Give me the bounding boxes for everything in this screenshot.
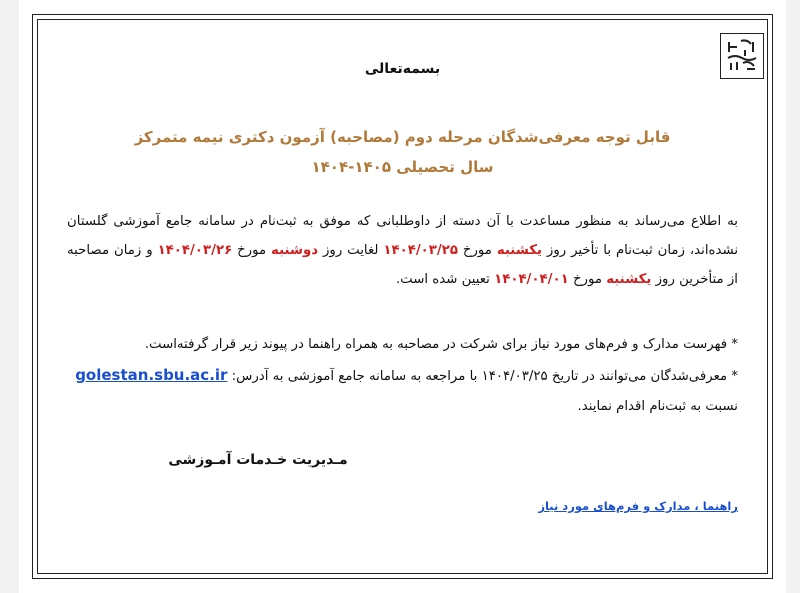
highlight-date: ۱۴۰۴/۰۳/۲۶ — [157, 243, 233, 258]
body-text-part: و زمان مصاحبه از متأخرین روز — [67, 243, 738, 287]
announcement-body — [67, 207, 738, 294]
document-page — [19, 0, 786, 593]
highlight-date: ۱۴۰۴/۰۳/۲۵ — [383, 243, 458, 258]
note-registration-text: * معرفی‌شدگان می‌توانند در تاریخ ۱۴۰۴/۰۳/۲۵ با مراجعه به سامانه جامع آموزشی به آدرس: — [227, 369, 738, 384]
note-registration-suffix: نسبت به ثبت‌نام اقدام نمایند. — [577, 399, 738, 414]
note-registration — [67, 360, 738, 392]
bismillah-heading: بسمه‌تعالی — [364, 61, 441, 77]
guide-documents-link[interactable]: راهنما ، مدارک و فرم‌های مورد نیاز — [538, 499, 738, 513]
highlight-day: یکشنبه — [496, 243, 542, 258]
body-text-part: لغایت روز — [318, 243, 384, 258]
signature: مـدیریت خـدمات آمـوزشی — [168, 452, 348, 468]
body-text-part: تعیین شده است. — [395, 272, 495, 287]
body-text-part: به اطلاع می‌رساند به منظور مساعدت با آن دسته از داوطلبانی که موفق به ثبت‌نام در سامانه جامع آموزشی گلستان نشده‌اند، زمان ثبت‌نام با تأخیر روز — [67, 214, 739, 258]
body-text-part: مورخ — [568, 272, 607, 287]
title-line-2: سال تحصیلی ۱۴۰۵-۱۴۰۴ — [311, 158, 494, 176]
announcement-title — [33, 122, 772, 182]
note-documents: * فهرست مدارک و فرم‌های مورد نیاز برای شرکت در مصاحبه به همراه راهنما در پیوند زیر قرار گرفته‌است. — [144, 337, 738, 352]
highlight-day: یکشنبه — [606, 272, 652, 287]
body-text-part: مورخ — [458, 243, 497, 258]
highlight-day: دوشنبه — [271, 243, 319, 258]
golestan-link[interactable]: golestan.sbu.ac.ir — [75, 366, 228, 384]
page-inner-border — [37, 19, 768, 574]
body-text-part: مورخ — [232, 243, 272, 258]
page-border — [32, 14, 773, 579]
notes-section — [67, 330, 738, 422]
highlight-date: ۱۴۰۴/۰۴/۰۱ — [494, 272, 569, 287]
title-line-1: قابل توجه معرفی‌شدگان مرحله دوم (مصاحبه) آزمون دکتری نیمه متمرکز — [134, 128, 671, 146]
